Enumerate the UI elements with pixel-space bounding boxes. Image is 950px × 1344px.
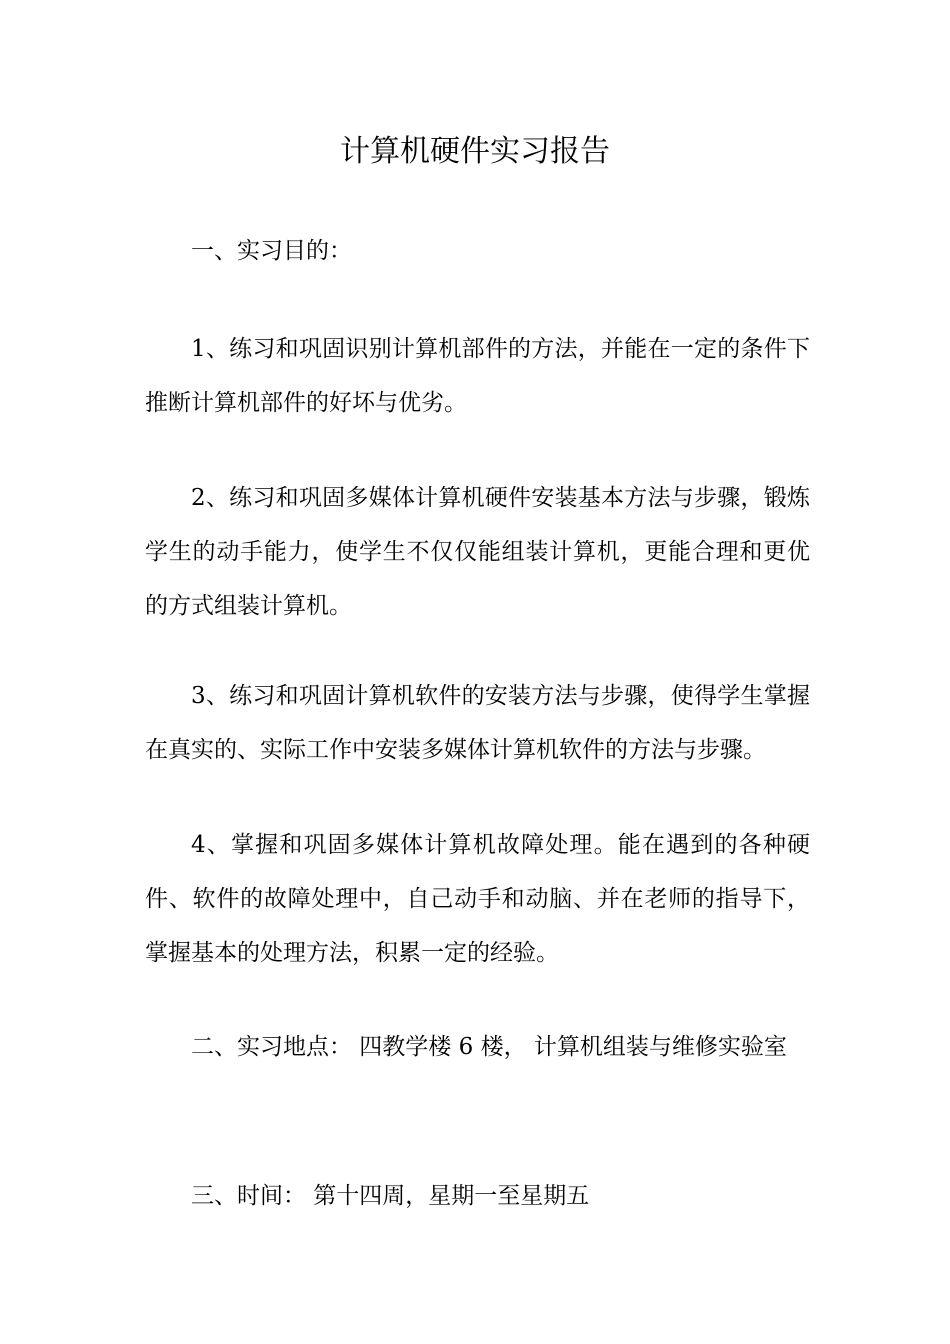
section-time: 三、时间： 第十四周，星期一至星期五 [191,1183,590,1209]
document-title: 计算机硬件实习报告 [340,134,610,169]
paragraph-item-1: 1、练习和巩固识别计算机部件的方法，并能在一定的条件下推断计算机部件的好坏与优劣。 [145,336,810,416]
paragraph-item-4: 4、掌握和巩固多媒体计算机故障处理。能在遇到的各种硬件、软件的故障处理中，自己动手和动脑、并在老师的指导下，掌握基本的处理方法，积累一定的经验。 [145,832,810,966]
paragraph-item-2: 2、练习和巩固多媒体计算机硬件安装基本方法与步骤，锻炼学生的动手能力，使学生不仅仅能组装计算机，更能合理和更优的方式组装计算机。 [145,485,810,619]
section-heading-purpose: 一、实习目的： [191,238,352,264]
section-location: 二、实习地点： 四教学楼 6 楼， 计算机组装与维修实验室 [191,1034,787,1060]
paragraph-item-3: 3、练习和巩固计算机软件的安装方法与步骤，使得学生掌握在真实的、实际工作中安装多媒体计算机软件的方法与步骤。 [145,683,810,763]
